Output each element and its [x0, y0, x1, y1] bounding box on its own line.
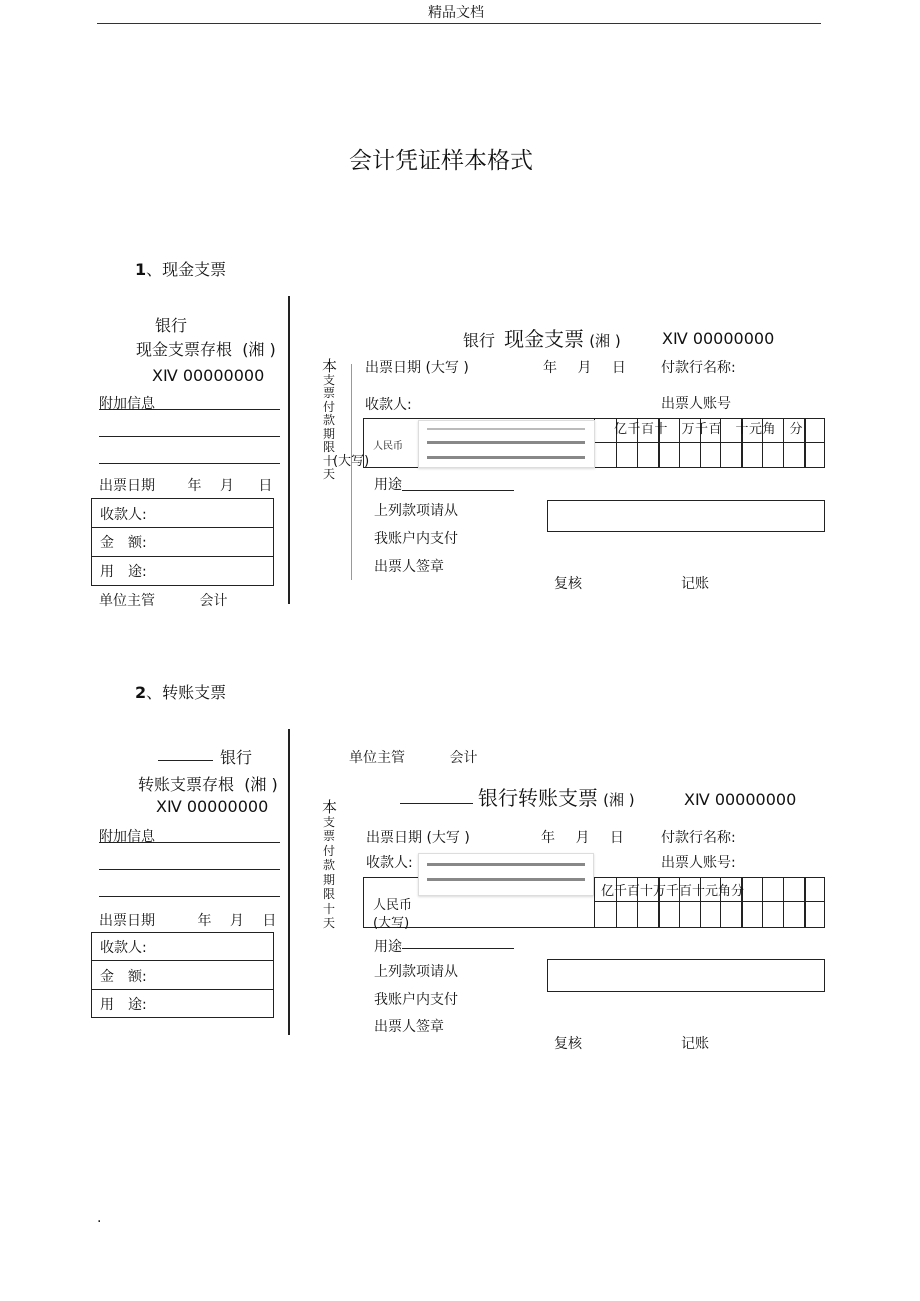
stub2-purpose: 用 途: — [100, 997, 147, 1013]
cheque2-digit-midline — [595, 901, 825, 902]
stub2-amount: 金 额: — [100, 969, 147, 985]
stub1-line-1 — [99, 409, 280, 410]
stub1-title-text: 现金支票存根 — [136, 340, 233, 359]
cheque1-title-row — [463, 323, 621, 352]
vertical-char: 本 — [322, 798, 338, 816]
stub2-info-box — [91, 932, 274, 1018]
vertical-char: 限 — [322, 887, 335, 901]
cheque1-units: 亿千百十 万千百 十元角 分 — [614, 422, 804, 437]
cheque2-digit-area — [594, 877, 824, 928]
digit-grid-divider — [762, 877, 763, 927]
cheque1-review: 复核 — [554, 576, 582, 592]
stub2-box-divider-1 — [92, 960, 273, 961]
cheque1-bank: 银行 — [463, 331, 496, 350]
cheque1-paying-bank: 付款行名称: — [661, 360, 736, 376]
stub2-date-row — [99, 910, 276, 930]
cheque2-units: 亿千百十万千百十元角分 — [601, 884, 745, 899]
cheque1-overlay-bar-3 — [427, 456, 585, 459]
stub1-info-box — [91, 498, 274, 586]
vertical-char: 付 — [322, 843, 335, 858]
vertical-char: 支 — [322, 372, 335, 387]
stub2-extra-info: 附加信息 — [99, 829, 155, 845]
cheque1-overlay-bar-1 — [427, 428, 585, 430]
cheque2-title: 银行转账支票 — [478, 786, 598, 810]
stub2-bank-blank — [158, 760, 213, 761]
cheque2-drawer-account: 出票人账号: — [661, 855, 736, 871]
cheque1-overlay-bar-2 — [427, 441, 585, 444]
stub2-bank: 银行 — [220, 748, 253, 767]
cheque2-overlay-bar-1 — [427, 863, 585, 866]
cheque2-rmb: 人民币 — [373, 898, 413, 913]
stub1-date-row — [99, 475, 272, 495]
vertical-char: 票 — [322, 829, 335, 843]
vertical-char: 限 — [322, 440, 335, 454]
cheque2-year: 年 — [541, 830, 555, 846]
cheque2-instruction2: 我账户内支付 — [374, 992, 458, 1008]
cheque1-digit-midline — [595, 442, 825, 443]
cheque1-date-fields — [543, 357, 626, 377]
cheque2-accountant: 会计 — [449, 750, 478, 766]
stub1-signoff — [99, 590, 227, 610]
vertical-char: 款 — [322, 413, 335, 427]
cheque2-region: (湘 ) — [603, 791, 635, 809]
cheque1-region: (湘 ) — [589, 332, 621, 350]
cheque2-daxie: (大写) — [373, 916, 410, 931]
cheque2-bookkeeping: 记账 — [681, 1036, 709, 1052]
stub1-bank: 银行 — [155, 316, 188, 335]
section1-heading-text: 、现金支票 — [146, 260, 227, 279]
cheque2-bank-blank — [400, 803, 473, 804]
site-title: 精品文档 — [428, 5, 484, 21]
stub1-line-2 — [99, 436, 280, 437]
cheque1-memo-box — [547, 500, 825, 532]
cheque1-title: 现金支票 — [504, 327, 585, 351]
vertical-char: 付 — [322, 399, 335, 414]
stub2-region: (湘 ) — [244, 775, 278, 794]
section2-heading-num: 2 — [135, 683, 147, 702]
stub1-supervisor: 单位主管 — [99, 593, 155, 609]
vertical-char: 天 — [322, 467, 335, 481]
cheque1-year: 年 — [543, 360, 557, 376]
footer-dot: . — [97, 1210, 102, 1226]
stub1-amount: 金 额: — [100, 535, 147, 551]
cheque1-payee: 收款人: — [365, 397, 412, 413]
cheque1-month: 月 — [577, 360, 592, 376]
cheque2-paying-bank: 付款行名称: — [661, 830, 736, 846]
stub2-title-text: 转账支票存根 — [138, 775, 235, 794]
cheque2-supervisor: 单位主管 — [349, 750, 405, 766]
cheque2-day: 日 — [609, 830, 624, 846]
stub2-box-divider-2 — [92, 989, 273, 990]
vertical-char: 支 — [322, 814, 335, 829]
stub2-payee: 收款人: — [100, 940, 147, 956]
cheque1-purpose: 用途 — [374, 477, 402, 493]
cheque2-purpose-line — [402, 948, 514, 949]
vertical-char: 本 — [322, 357, 338, 375]
stub1-title — [136, 337, 276, 360]
vertical-char: 十 — [322, 453, 335, 468]
cheque2-review: 复核 — [554, 1036, 582, 1052]
stub1-perforation — [288, 296, 290, 604]
cheque1-daxie-overlap: (大写) — [333, 454, 370, 469]
stub1-box-divider-1 — [92, 527, 273, 528]
stub2-line-2 — [99, 869, 280, 870]
stub1-region: (湘 ) — [242, 340, 276, 359]
cheque1-drawer-account: 出票人账号 — [661, 396, 731, 412]
digit-grid-divider — [804, 418, 806, 468]
section2-heading-text: 、转账支票 — [146, 683, 227, 702]
stub1-line-3 — [99, 463, 280, 464]
cheque2-month: 月 — [575, 830, 590, 846]
stub1-month: 月 — [219, 478, 234, 494]
cheque2-signoff — [349, 747, 477, 767]
cheque2-serial: XⅣ 00000000 — [684, 790, 797, 809]
cheque1-purpose-line — [402, 490, 514, 491]
digit-grid-divider — [783, 877, 784, 927]
section1-heading — [135, 257, 226, 280]
cheque1-serial: XⅣ 00000000 — [662, 329, 775, 348]
cheque1-bookkeeping: 记账 — [681, 576, 709, 592]
cheque2-drawer-seal: 出票人签章 — [374, 1019, 444, 1035]
cheque2-instruction1: 上列款项请从 — [374, 964, 458, 980]
stub1-year: 年 — [187, 478, 202, 494]
cheque2-payee: 收款人: — [366, 855, 413, 871]
cheque1-digit-area — [594, 418, 824, 468]
stub2-title — [138, 772, 278, 795]
cheque2-date-fields — [541, 827, 624, 847]
stub2-serial: XⅣ 00000000 — [156, 797, 269, 816]
cheque1-day: 日 — [611, 360, 626, 376]
cheque2-validity-vertical — [322, 800, 336, 931]
vertical-char: 票 — [322, 386, 335, 400]
stub2-day: 日 — [262, 913, 277, 929]
page-title: 会计凭证样本格式 — [349, 148, 533, 174]
cheque1-drawer-seal: 出票人签章 — [374, 559, 444, 575]
cheque2-issue-date: 出票日期 (大写 ) — [366, 830, 470, 846]
cheque1-amount-overlay — [418, 420, 595, 468]
stub1-purpose: 用 途: — [100, 564, 147, 580]
cheque1-instruction1: 上列款项请从 — [374, 503, 458, 519]
cheque2-purpose: 用途 — [374, 939, 402, 955]
stub2-line-3 — [99, 896, 280, 897]
stub1-box-divider-2 — [92, 556, 273, 557]
stub1-payee: 收款人: — [100, 507, 147, 523]
section2-heading — [135, 680, 226, 703]
vertical-char: 款 — [322, 858, 335, 872]
vertical-char: 期 — [322, 426, 335, 441]
stub2-date-label: 出票日期 — [99, 913, 155, 929]
digit-grid-divider — [804, 877, 806, 927]
cheque2-amount-overlay — [418, 853, 594, 896]
cheque2-memo-box — [547, 959, 825, 992]
cheque2-title-row — [478, 782, 635, 811]
stub2-line-1 — [99, 842, 280, 843]
vertical-char: 天 — [322, 916, 335, 930]
stub1-serial: XⅣ 00000000 — [152, 366, 265, 385]
cheque1-left-rule — [351, 364, 352, 580]
vertical-char: 期 — [322, 872, 335, 887]
stub1-accountant: 会计 — [199, 593, 228, 609]
cheque1-instruction2: 我账户内支付 — [374, 531, 458, 547]
cheque2-overlay-bar-2 — [427, 878, 585, 881]
stub2-year: 年 — [197, 913, 212, 929]
header-divider — [97, 23, 821, 24]
stub2-perforation — [288, 729, 290, 1035]
cheque1-rmb: 人民币 — [373, 441, 403, 452]
stub2-month: 月 — [229, 913, 244, 929]
section1-heading-num: 1 — [135, 260, 147, 279]
stub1-date-label: 出票日期 — [99, 478, 155, 494]
cheque1-issue-date: 出票日期 (大写 ) — [365, 360, 469, 376]
stub1-day: 日 — [258, 478, 273, 494]
stub1-extra-info: 附加信息 — [99, 396, 155, 412]
vertical-char: 十 — [322, 901, 335, 916]
